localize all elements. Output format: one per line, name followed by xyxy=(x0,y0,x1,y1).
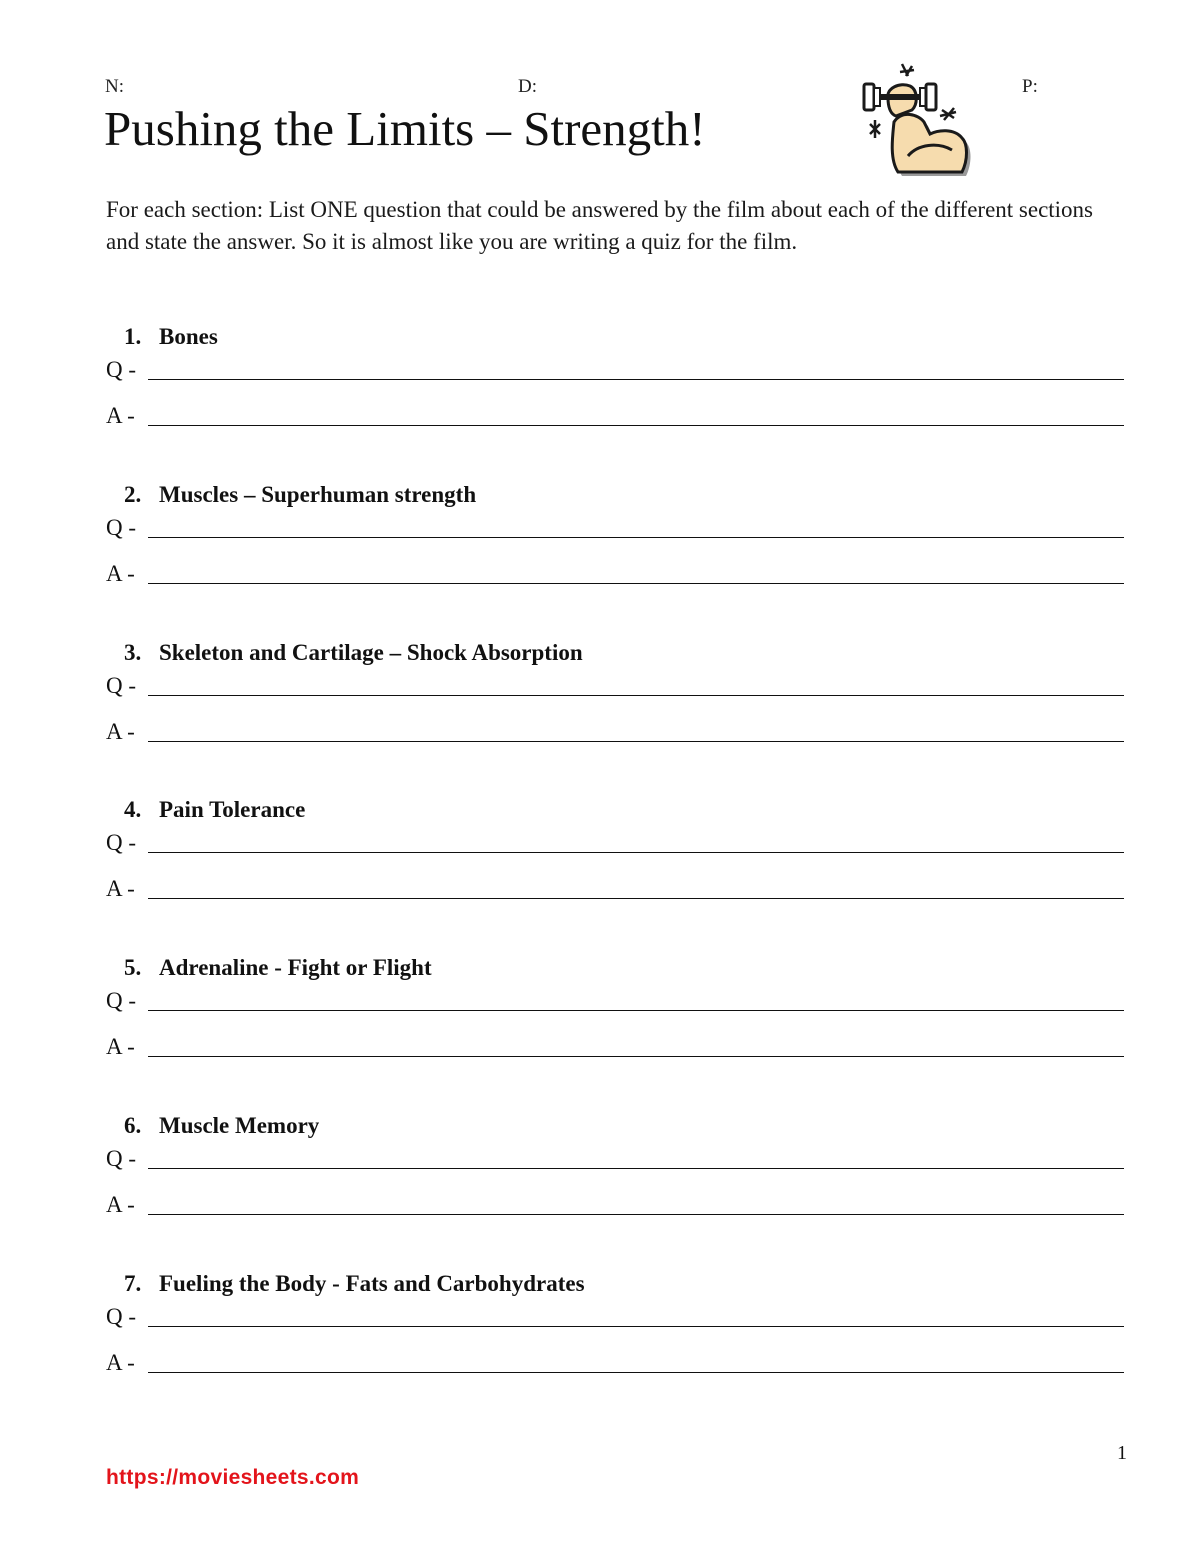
section-bones xyxy=(106,324,1126,444)
section-muscles xyxy=(106,482,1126,602)
answer-line[interactable]: A - xyxy=(106,559,1124,593)
answer-line[interactable]: A - xyxy=(106,1190,1124,1224)
section-heading: 6. Muscle Memory xyxy=(124,1113,320,1138)
section-fueling-the-body xyxy=(106,1271,1126,1391)
section-heading: 7. Fueling the Body - Fats and Carbohydrates xyxy=(124,1271,585,1296)
date-field-label: D: xyxy=(518,76,537,97)
answer-line[interactable]: A - xyxy=(106,401,1124,435)
section-heading: 1. Bones xyxy=(124,324,218,349)
section-muscle-memory xyxy=(106,1113,1126,1233)
question-line[interactable]: Q - xyxy=(106,828,1124,862)
question-line[interactable]: Q - xyxy=(106,1302,1124,1336)
answer-line[interactable]: A - xyxy=(106,1032,1124,1066)
question-line[interactable]: Q - xyxy=(106,986,1124,1020)
question-line[interactable]: Q - xyxy=(106,1144,1124,1178)
answer-line[interactable]: A - xyxy=(106,874,1124,908)
section-pain-tolerance xyxy=(106,797,1126,917)
page-number: 1 xyxy=(1117,1442,1127,1464)
name-field-label: N: xyxy=(105,76,124,97)
question-line[interactable]: Q - xyxy=(106,671,1124,705)
period-field-label: P: xyxy=(1022,76,1038,97)
flexing-arm-dumbbell-icon xyxy=(858,60,976,178)
footer-link[interactable]: https://moviesheets.com xyxy=(106,1466,360,1489)
instructions-text: For each section: List ONE question that could be answered by the film about each of the different sections and state the answer. So it is almost like you are writing a quiz for the film. xyxy=(106,197,1094,254)
section-heading: 4. Pain Tolerance xyxy=(124,797,306,822)
section-heading: 5. Adrenaline - Fight or Flight xyxy=(124,955,432,980)
page-title: Pushing the Limits – Strength! xyxy=(104,101,706,156)
section-adrenaline xyxy=(106,955,1126,1075)
question-line[interactable]: Q - xyxy=(106,513,1124,547)
section-heading: 3. Skeleton and Cartilage – Shock Absorption xyxy=(124,640,583,665)
section-skeleton-cartilage xyxy=(106,640,1126,760)
question-line[interactable]: Q - xyxy=(106,355,1124,389)
answer-line[interactable]: A - xyxy=(106,1348,1124,1382)
answer-line[interactable]: A - xyxy=(106,717,1124,751)
section-heading: 2. Muscles – Superhuman strength xyxy=(124,482,477,507)
